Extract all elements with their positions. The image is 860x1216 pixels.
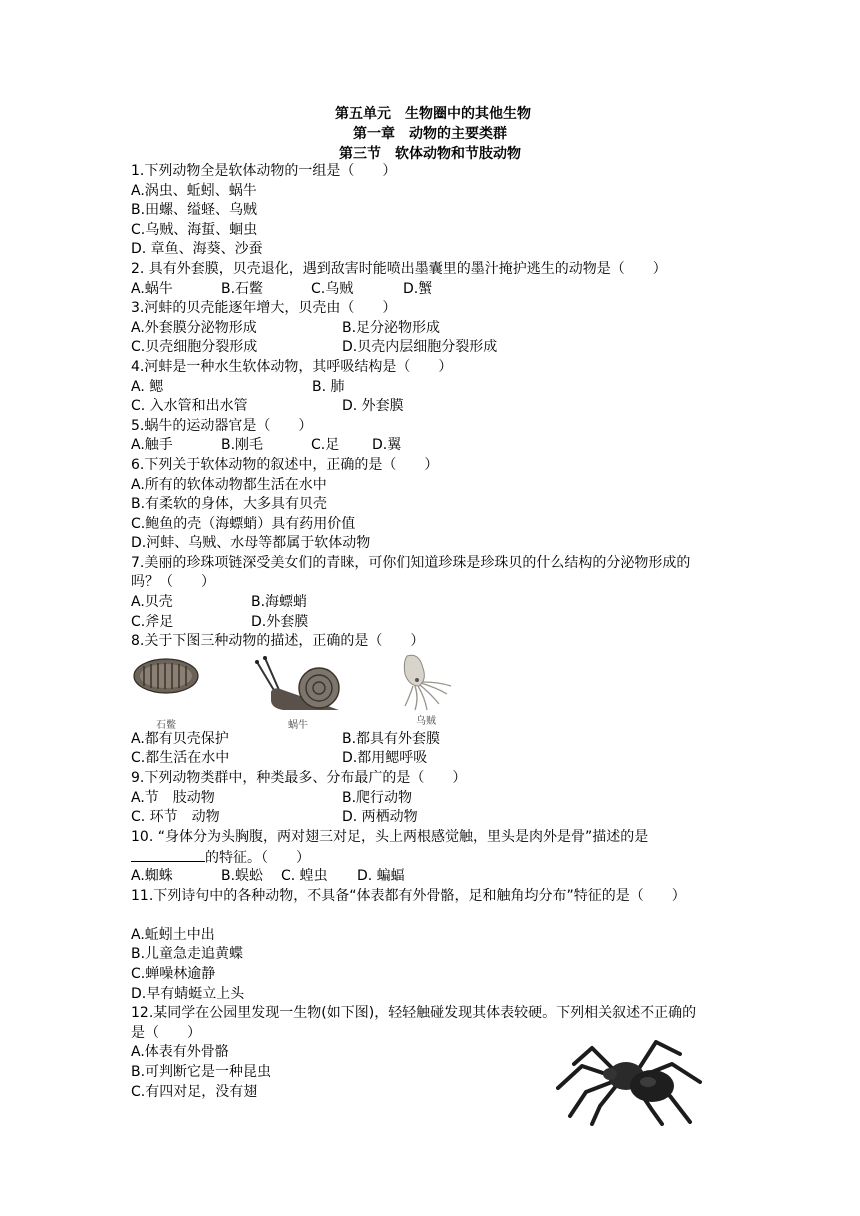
chiton-label: 石鳖 bbox=[156, 719, 176, 731]
q3-option-a: A.外套膜分泌物形成 bbox=[131, 319, 257, 336]
q7-option-b: B.海螵蛸 bbox=[251, 594, 308, 611]
q3-option-d: D.贝壳内层细胞分裂形成 bbox=[342, 339, 498, 356]
q12-option-a: A.体表有外骨骼 bbox=[131, 1044, 229, 1061]
q1-stem: 1.下列动物全是软体动物的一组是（ ） bbox=[131, 163, 397, 179]
q1-option-c: C.乌贼、海蜇、蛔虫 bbox=[131, 221, 258, 238]
chiton-figure bbox=[133, 652, 199, 732]
q11-spacer bbox=[131, 906, 731, 926]
q9-option-a: A.节 肢动物 bbox=[131, 789, 215, 806]
q4-option-a: A. 鳃 bbox=[131, 378, 164, 395]
q5-option-c: C.足 bbox=[311, 437, 340, 454]
q8-option-b: B.都具有外套膜 bbox=[342, 730, 441, 747]
q4-stem: 4.河蚌是一种水生软体动物，其呼吸结构是（ ） bbox=[131, 358, 453, 375]
q10-stem-line2 bbox=[131, 847, 731, 867]
document-titles bbox=[0, 104, 860, 164]
q3-stem: 3.河蚌的贝壳能逐年增大，贝壳由（ ） bbox=[131, 300, 397, 317]
unit-title: 第五单元 生物圈中的其他生物 bbox=[335, 106, 531, 122]
q10-stem-line1: 10. “身体分为头胸腹，两对翅三对足，头上两根感觉触，里头是肉外是骨”描述的是 bbox=[131, 828, 649, 845]
q10-option-d: D. 蝙蝠 bbox=[357, 868, 405, 884]
answer-blank bbox=[131, 847, 205, 862]
q8-options-ab bbox=[131, 730, 731, 750]
q4-options-cd bbox=[131, 397, 731, 417]
q3-option-b: B.足分泌物形成 bbox=[342, 319, 441, 336]
chiton-image bbox=[133, 652, 199, 698]
q10-options bbox=[131, 867, 731, 887]
q12-option-b: B.可判断它是一种昆虫 bbox=[131, 1063, 272, 1080]
q8-figure bbox=[131, 652, 731, 730]
q7-option-c: C.斧足 bbox=[131, 613, 174, 630]
q9-option-c: C. 环节 动物 bbox=[131, 809, 220, 826]
q2-option-a: A.蜗牛 bbox=[131, 280, 173, 297]
spider-image bbox=[552, 1030, 712, 1126]
q5-stem: 5.蜗牛的运动器官是（ ） bbox=[131, 417, 313, 434]
q9-options-ab bbox=[131, 789, 731, 809]
q9-stem: 9.下列动物类群中，种类最多、分布最广的是（ ） bbox=[131, 770, 467, 787]
q7-option-d: D.外套膜 bbox=[251, 613, 309, 630]
q9-option-d: D. 两栖动物 bbox=[342, 809, 418, 826]
chapter-title: 第一章 动物的主要类群 bbox=[353, 126, 507, 142]
squid-label: 乌贼 bbox=[416, 715, 436, 727]
q8-options-cd bbox=[131, 749, 731, 769]
q10-option-b: B.蜈蚣 bbox=[221, 868, 264, 884]
snail-image bbox=[253, 652, 345, 718]
q7-options-ab bbox=[131, 593, 731, 613]
q4-option-d: D. 外套膜 bbox=[342, 398, 404, 415]
q6-option-d: D.河蚌、乌贼、水母等都属于软体动物 bbox=[131, 535, 371, 552]
q3-option-c: C.贝壳细胞分裂形成 bbox=[131, 339, 258, 356]
q1-option-a: A.涡虫、蚯蚓、蜗牛 bbox=[131, 182, 257, 199]
q9-option-b: B.爬行动物 bbox=[342, 789, 413, 806]
q12-option-c: C.有四对足，没有翅 bbox=[131, 1083, 258, 1100]
squid-image bbox=[393, 652, 459, 714]
q2-option-c: C.乌贼 bbox=[311, 280, 354, 297]
q6-stem: 6.下列关于软体动物的叙述中，正确的是（ ） bbox=[131, 456, 439, 473]
q10-option-c: C. 蝗虫 bbox=[281, 868, 328, 884]
q6-option-c: C.鲍鱼的壳（海螵蛸）具有药用价值 bbox=[131, 515, 356, 532]
snail-label: 蜗牛 bbox=[288, 719, 308, 731]
snail-figure bbox=[253, 652, 345, 732]
q5-option-d: D.翼 bbox=[372, 437, 402, 454]
section-title: 第三节 软体动物和节肢动物 bbox=[339, 146, 521, 162]
q3-options-cd bbox=[131, 338, 731, 358]
q8-option-a: A.都有贝壳保护 bbox=[131, 730, 229, 747]
q2-option-d: D.蟹 bbox=[403, 280, 433, 297]
q11-option-b: B.儿童急走追黄蝶 bbox=[131, 946, 244, 963]
q2-option-b: B.石鳖 bbox=[221, 280, 264, 297]
q11-option-d: D.早有蜻蜓立上头 bbox=[131, 985, 245, 1002]
q2-stem: 2. 具有外套膜，贝壳退化，遇到敌害时能喷出墨囊里的墨汁掩护逃生的动物是（ ） bbox=[131, 260, 667, 277]
q7-stem-line1: 7.美丽的珍珠项链深受美女们的青睐，可你们知道珍珠是珍珠贝的什么结构的分泌物形成的 bbox=[131, 554, 691, 571]
q5-option-b: B.刚毛 bbox=[221, 437, 264, 454]
q8-stem: 8.关于下图三种动物的描述，正确的是（ ） bbox=[131, 633, 425, 650]
q1-option-b: B.田螺、缢蛏、乌贼 bbox=[131, 202, 258, 219]
q10-option-a: A.蜘蛛 bbox=[131, 868, 173, 884]
q1-option-d: D. 章鱼、海葵、沙蚕 bbox=[131, 241, 263, 258]
q11-option-a: A.蚯蚓土中出 bbox=[131, 926, 215, 943]
q4-option-b: B. 肺 bbox=[312, 378, 345, 395]
q5-options bbox=[131, 436, 731, 456]
q4-options-ab bbox=[131, 378, 731, 398]
question-list bbox=[131, 162, 731, 1102]
q8-option-d: D.都用鳃呼吸 bbox=[342, 750, 428, 767]
q7-stem-line2: 吗？（ ） bbox=[131, 574, 215, 591]
q8-option-c: C.都生活在水中 bbox=[131, 750, 230, 767]
q7-options-cd bbox=[131, 613, 731, 633]
q6-option-a: A.所有的软体动物都生活在水中 bbox=[131, 476, 327, 493]
q12-stem-line2: 是（ ） bbox=[131, 1024, 201, 1041]
q11-stem: 11.下列诗句中的各种动物，不具备“体表都有外骨骼，足和触角均分布”特征的是（ ） bbox=[131, 887, 686, 904]
q5-option-a: A.触手 bbox=[131, 437, 173, 454]
squid-figure bbox=[393, 652, 459, 728]
q9-options-cd bbox=[131, 808, 731, 828]
q10-stem-text: 的特征。（ ） bbox=[205, 850, 310, 867]
q11-option-c: C.蝉噪林逾静 bbox=[131, 965, 216, 982]
q2-options bbox=[131, 280, 731, 300]
q3-options-ab bbox=[131, 319, 731, 339]
q4-option-c: C. 入水管和出水管 bbox=[131, 398, 248, 415]
q7-option-a: A.贝壳 bbox=[131, 594, 173, 611]
q12-stem-line1: 12.某同学在公园里发现一生物(如下图)，轻轻触碰发现其体表较硬。下列相关叙述不正确的 bbox=[131, 1005, 697, 1022]
q6-option-b: B.有柔软的身体，大多具有贝壳 bbox=[131, 496, 328, 513]
spider-figure bbox=[552, 1030, 712, 1130]
